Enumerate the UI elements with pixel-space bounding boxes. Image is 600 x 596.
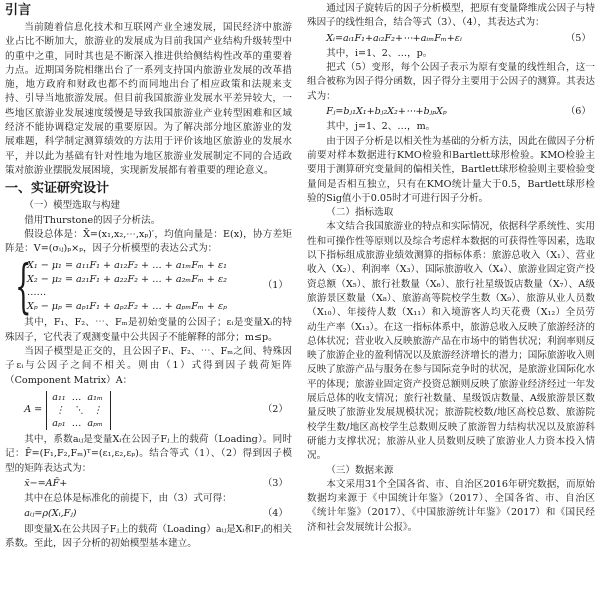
- subsection-heading-data: （三）数据来源: [326, 464, 394, 476]
- equation-1-line: Xₚ − μₚ = aₚ₁F₁ + aₚ₂F₂ + … + aₚₘFₘ + εₚ: [27, 300, 227, 312]
- right-column: [307, 2, 595, 535]
- subsection-heading-indicators: （二）指标选取: [326, 207, 394, 219]
- equation-2-number: （2）: [262, 404, 288, 416]
- matrix-row: ⋮ ⋱ ⋮: [52, 404, 106, 416]
- intro-paragraph: 当前随着信息化技术和互联网产业全速发展，国民经济中旅游业占比不断加大，旅游业的发展成为目前我国产业结构升级转型中的重中之重，同时其也是不断深入推进供给侧结构性改革的重要着力点。近期国务院相继出台了一系列支持国内旅游业发展的改革措施，地方政府和财政也都不约而同地出台了相应政策和法规来支持、引导当地旅游发展。但目前我国旅游业发展水平差异较大，一些地区旅游业发展速度缓慢是导致我国旅游业产业转型困难和区域经济不能协调稳定发展的重要原因。为了解决部分地区旅游业的发展难题，科学制定测算绩效的方法用于评价该地区旅游业的发展水平，并以此为基础有针对性地为地区旅游业发展制定不同的合适政策对旅游业摆脱发展困境，实现新发展都有着重要的理论意义。: [5, 22, 292, 176]
- equation-2-matrix: [5, 391, 292, 430]
- equation-5: [307, 32, 595, 46]
- assumption-paragraph: 假设总体是：X̄=(x₁,x₂,⋯,xₚ)′，均值向量是：E(x)，协方差矩阵是：V=(σᵢⱼ)ₚ×ₚ，因子分析模型的表达公式为：: [5, 228, 292, 255]
- equation-4: [5, 507, 292, 521]
- subsection-heading-model: （一）模型选取与构建: [24, 200, 121, 212]
- equation-1-line: ……: [27, 287, 47, 299]
- orthogonal-paragraph: 当因子模型是正交的，且公因子Fᵢ、F₂、⋯、Fₘ之间、特殊因子εᵢ与公因子之间不相关。则由（1）式得到因子载荷矩阵（Component Matrix）A：: [5, 346, 292, 386]
- conclusion-paragraph: 即变量Xᵢ在公共因子Fⱼ上的载荷（Loading）aᵢⱼ是Xᵢ和Fⱼ的相关系数。至此，因子分析的初始模型基本建立。: [5, 523, 292, 550]
- equation-5-body: Xᵢ=aᵢ₁F₁+aᵢ₂F₂+⋯+aᵢₘFₘ+εᵢ: [326, 32, 462, 44]
- equation-1-system: [5, 252, 292, 321]
- equation-6: [307, 105, 595, 119]
- rotation-paragraph: 通过因子旋转后的因子分析模型，把原有变量降维成公因子与特殊因子的线性组合，结合等式（3）、（4），其表达式为：: [307, 3, 595, 29]
- left-column: [5, 2, 292, 551]
- matrix-row: a₁₁ … a₁ₘ: [52, 391, 103, 403]
- equation-6-body: Fⱼ=bⱼ₁X₁+bⱼ₂X₂+⋯+bⱼₚXₚ: [326, 106, 447, 118]
- equation-5-number: （5）: [565, 32, 591, 44]
- kmo-paragraph: 由于因子分析是以相关性为基础的分析方法，因此在做因子分析前要对样本数据进行KMO检验和Bartlett球形检验。KMO检验主要用于测算研究变量间的偏相关性，Bartlett球形检验则主要检验变量间是否相互独立，只有在KMO统计量大于0.5，Bartlett球形检验的Sig值小于0.05时才可进行因子分析。: [307, 135, 595, 204]
- equation-3-number: （3）: [262, 477, 288, 489]
- brace-symbol: {: [15, 252, 32, 321]
- equation-1-line: X₁ − μ₁ = a₁₁F₁ + a₁₂F₂ + … + a₁ₘFₘ + ε₁: [27, 260, 227, 272]
- equation-3: [5, 477, 292, 491]
- matrix-row: aₚ₁ … aₚₘ: [52, 417, 103, 429]
- standardized-paragraph: 其中在总体是标准化的前提下，由（3）式可得：: [24, 493, 232, 505]
- where-paragraph-1: 其中，F₁、F₂、⋯、Fₘ是初始变量的公因子；εᵢ是变量Xᵢ的特殊因子，它代表了观测变量中公共因子不能解释的部分；m≤p。: [5, 317, 292, 343]
- score-function-paragraph: 把式（5）变形，每个公因子表示为原有变量的线性组合，这一组合被称为因子得分函数，因子得分主要用于公因子的测算。其表达式为：: [307, 62, 595, 102]
- equation-1-line: X₂ − μ₂ = a₂₁F₁ + a₂₂F₂ + … + a₂ₘFₘ + ε₂: [27, 273, 227, 285]
- equation-1-lines: [27, 259, 263, 313]
- equation-5-where: 其中，i=1、2、…，p。: [326, 47, 433, 59]
- loading-paragraph: 其中，系数aᵢⱼ是变量Xᵢ在公因子Fⱼ上的载荷（Loading）。同时记：F̄=(F₁,F₂,Fₘ)ᵀ=(ε₁,ε₂,εₚ)。结合等式（1）、（2）得到因子模型的矩阵表达式为：: [5, 433, 292, 474]
- equation-4-number: （4）: [262, 508, 288, 520]
- equation-3-body: x̄−=AF̄+: [24, 477, 68, 489]
- loading-matrix: [46, 391, 111, 430]
- indicators-paragraph: 本文结合我国旅游业的特点和实际情况，依据科学系统性、实用性和可操作性等原则以及综合考虑样本数据的可获得性等因素，选取以下指标组成旅游业绩效测算的指标体系：旅游总收入（X₁）、营业收入（X₂）、利润率（X₃）、国际旅游收入（X₄）、旅游业固定资产投资总额（X₅）、旅行社数量（X₆）、旅行社星级饭店数量（X₇）、A级旅游景区数量（X₈）、旅游高等院校学生数（X₉）、旅游从业人员数（X₁₀）、年接待人数（X₁₁）和入境游客人均天花费（X₁₂）全员劳动生产率（X₁₃）。在这一指标体系中，旅游总收入反映了旅游经济的总体状况；营业收入反映旅游产品在市场中的销售状况；利润率则反映了旅游企业的盈利情况以及旅游经济增长的潜力；国际旅游收入则反映了旅游产品与服务在参与国际竞争时的状况，是旅游业国际化水平的体现；旅游业固定资产投资总额则反映了旅游业经济经过一年发展后总体的收支情况；旅行社数量、星级饭店数量、A级旅游景区数量反映了旅游业发展规模状况；旅游院校数/地区高校总数、旅游院校学生数/地区高校学生总数则反映了旅游智力结构状况以及旅游科研能力支撑状况；旅游从业人员数则反映了旅游业人力资本投入情况。: [307, 221, 595, 462]
- equation-1-number: （1）: [262, 280, 288, 292]
- intro-heading: 引言: [5, 3, 32, 18]
- equation-6-number: （6）: [565, 106, 591, 118]
- equation-6-where: 其中，j=1、2、…，m。: [326, 121, 436, 133]
- section-heading: 一、实证研究设计: [5, 181, 110, 197]
- equation-4-body: aᵢⱼ=ρ(Xᵢ,Fⱼ): [24, 508, 77, 520]
- data-source-paragraph: 本文采用31个全国各省、市、自治区2016年研究数据，而原始数据均来源于《中国统计年鉴》（2017）、全国各省、市、自治区《统计年鉴》（2017）、《中国旅游统计年鉴》（2017）和《国民经济和社会发展统计公报》。: [307, 478, 595, 533]
- matrix-label: A =: [24, 404, 43, 416]
- thurstone-paragraph: 借用Thurstone的因子分析法。: [24, 214, 161, 226]
